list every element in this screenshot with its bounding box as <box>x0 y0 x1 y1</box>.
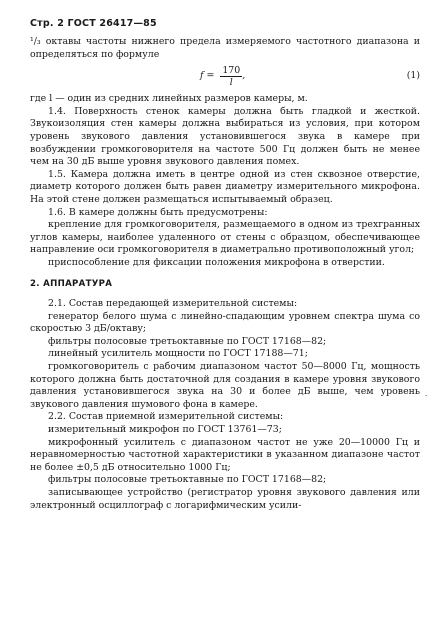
document-body <box>30 36 420 512</box>
paragraph-2-2: 2.2. Состав приемной измерительной системы: <box>48 411 284 423</box>
formula-expression: f = $\frac{170}{l}$ , <box>200 65 246 89</box>
paragraph-1-6-b: приспособление для фиксации положения микрофона в отверстии. <box>48 256 385 268</box>
paragraph-1-6: 1.6. В камере должны быть предусмотрены: <box>48 206 268 218</box>
formula-lhs: f <box>200 70 204 82</box>
formula-denominator: l <box>229 77 233 89</box>
margin-mark: · <box>425 392 428 400</box>
formula-tail: , <box>242 70 246 82</box>
paragraph-1-5: 1.5. Камера должна иметь в центре одной из стен сквозное отверстие, диаметр которого должен быть равен диаметру измерительного микрофона. На этой стене должен размещаться испытываемый образец. <box>30 168 420 205</box>
formula-fraction <box>220 65 242 88</box>
paragraph-2-2-a: измерительный микрофон по ГОСТ 13761—73; <box>48 424 282 436</box>
paragraph-1-6-a: крепление для громкоговорителя, размещаемого в одном из трехгранных углов камеры, наиболее удаленного от стены с образцом, обеспечивающее направление оси громкоговорителя в диаметрально противоположный угол; <box>30 219 420 256</box>
formula-1 <box>30 61 420 93</box>
paragraph-2-2-b: микрофонный усилитель с диапазоном частот не уже 20—10000 Гц и неравномерностью частотной характеристики в указанном диапазоне частот не более ±0,5 дБ относительно 1000 Гц; <box>30 436 420 473</box>
paragraph-2-2-c: фильтры полосовые третьоктавные по ГОСТ 17168—82; <box>48 474 327 486</box>
page-header: Стр. 2 ГОСТ 26417—85 <box>30 18 157 29</box>
formula-numerator: 170 <box>222 65 241 77</box>
paragraph-2-1-a: генератор белого шума с линейно-спадающим уровнем спектра шума со скоростью 3 дБ/октаву; <box>30 310 420 335</box>
paragraph-2-1-c: линейный усилитель мощности по ГОСТ 17188—71; <box>48 348 308 360</box>
intro-paragraph: ¹/₃ октавы частоты нижнего предела измеряемого частотного диапазона и определяться по формуле <box>30 36 420 60</box>
paragraph-2-2-d: записывающее устройство (регистратор уровня звукового давления или электронный осциллограф с логарифмическим усили- <box>30 487 420 511</box>
paragraph-1-4: 1.4. Поверхность стенок камеры должна быть гладкой и жесткой. Звукоизоляция стен камеры должна выбираться из условия, при котором уровень звукового давления установившегося звука в камере при возбуждении громкоговорителя на частоте 500 Гц должен быть не менее чем на 30 дБ выше уровня звукового давления помех. <box>30 105 420 168</box>
paragraph-2-1-b: фильтры полосовые третьоктавные по ГОСТ 17168—82; <box>48 335 327 347</box>
paragraph-2-1-d: громкоговоритель с рабочим диапазоном частот 50—8000 Гц, мощность которого должна быть достаточной для создания в камере уровня звукового давления установившегося звука на 30 и более дБ выше, чем уровень звукового давления шумового фона в камере. <box>30 361 420 410</box>
where-paragraph: где l — один из средних линейных размеров камеры, м. <box>30 93 308 105</box>
paragraph-2-1: 2.1. Состав передающей измерительной системы: <box>48 298 298 310</box>
section-title-2: 2. АППАРАТУРА <box>30 278 113 289</box>
formula-number: (1) <box>406 70 420 82</box>
